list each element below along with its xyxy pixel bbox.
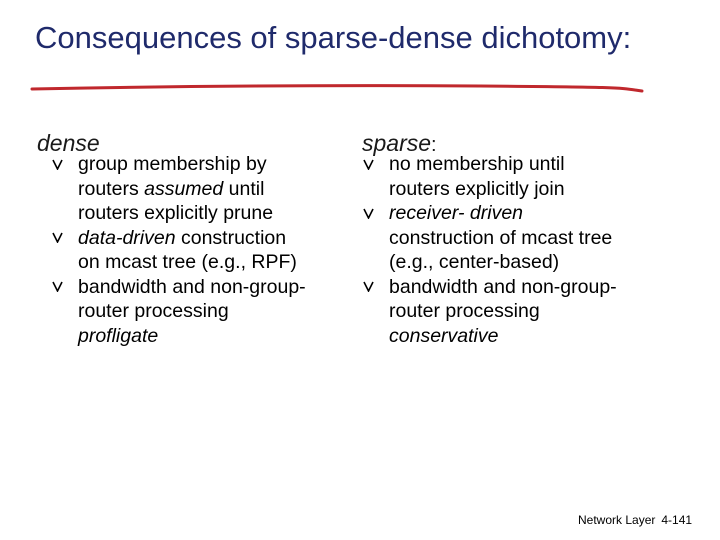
dense-heading: dense [37, 130, 100, 156]
slide-title: Consequences of sparse-dense dichotomy: [35, 20, 632, 55]
slide-footer [578, 513, 692, 527]
list-item: group membership by routers assumed until routers explicitly prune [52, 152, 352, 226]
checkmark-bullet-icon [52, 226, 66, 250]
checkmark-bullet-icon [363, 201, 377, 225]
list-item: bandwidth and non-group- router processing profligate [52, 275, 352, 349]
list-item: data-driven construction on mcast tree (e.g., RPF) [52, 226, 352, 275]
checkmark-bullet-icon [52, 275, 66, 299]
list-item: no membership until routers explicitly join [363, 152, 663, 201]
footer-page-number: 4-141 [661, 513, 693, 527]
dense-bullet-list [52, 152, 352, 348]
checkmark-bullet-icon [363, 152, 377, 176]
sparse-heading: sparse: [362, 130, 437, 156]
list-item: receiver- driven construction of mcast tree (e.g., center-based) [363, 201, 663, 275]
checkmark-bullet-icon [363, 275, 377, 299]
sparse-bullet-list [363, 152, 663, 348]
list-item: bandwidth and non-group- router processing conservative [363, 275, 663, 349]
footer-section: Network Layer [578, 513, 656, 527]
checkmark-bullet-icon [52, 152, 66, 176]
title-underline [30, 78, 645, 98]
